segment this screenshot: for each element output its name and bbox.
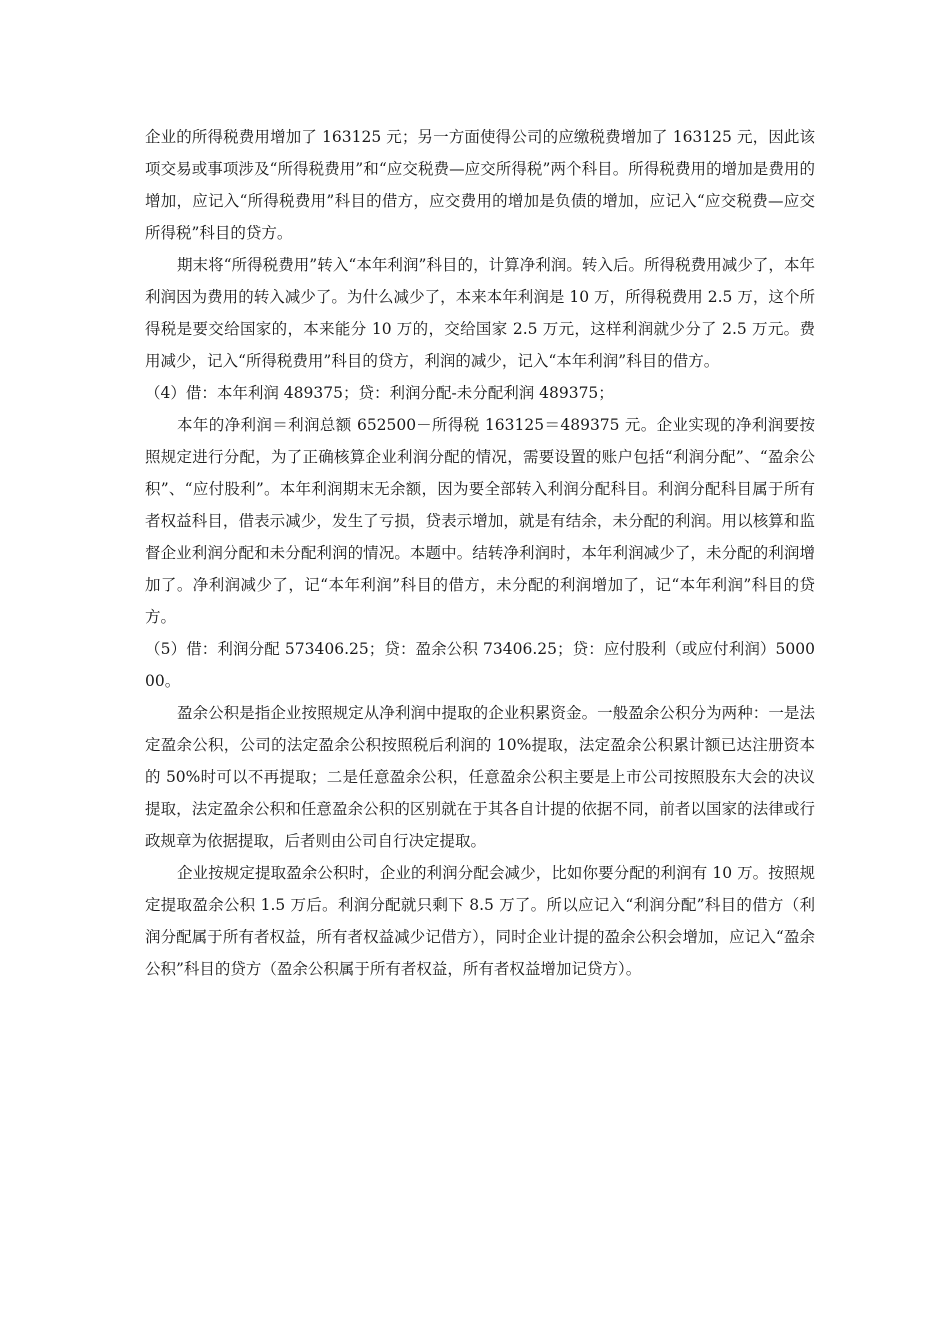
- paragraph-line: 加，应记入“应交税费—应交所得税”科目的贷方。: [145, 192, 815, 242]
- paragraph-line: “本年利润”科目的借方。: [548, 352, 720, 370]
- paragraph-line: 结余，未分配的利润。用以核算和监督企业利润分配和未分配利润的情况。本题中。结转: [145, 512, 815, 562]
- paragraph-line: 盈余公积是指企业按照规定从净利润中提取的企业积累资金。一般盈余公积分为两种：: [177, 704, 769, 722]
- paragraph-line: 目。利润分配科目属于所有者权益科目，借表示减少，发生了亏损，贷表示增加，就是有: [145, 480, 815, 530]
- paragraph-line: 期末将“所得税费用”转入“本年利润”科目的，计算净利润。转入后。所得税费用: [177, 256, 722, 274]
- paragraph-line: 此该项交易或事项涉及“所得税费用”和“应交税费—应交所得税”两个科目。所得税费: [145, 128, 815, 178]
- paragraph-line: 公积会增加，应记入“盈余公积”科目的贷方（盈余公积属于所有者权益，所有者权益增: [145, 928, 815, 978]
- paragraph-line: 润）500000。: [145, 640, 815, 690]
- paragraph-line: 一是法定盈余公积，公司的法定盈余公积按照税后利润的 10%提取，法定盈余公积累计额: [145, 704, 815, 754]
- paragraph-line: 企业按规定提取盈余公积时，企业的利润分配会减少，比如你要分配的利润有 10 万。: [177, 864, 769, 882]
- paragraph-period-end-transfer: [145, 249, 815, 377]
- paragraph-line: 润就少分了 2.5 万元。费用减少，记入“所得税费用”科目的贷方，利润的减少，记入: [145, 320, 815, 370]
- paragraph-line: 费用 2.5 万，这个所得税是要交给国家的，本来能分 10 万的，交给国家 2.5 万元，这样利: [145, 288, 815, 338]
- paragraph-line: 科目的借方（利润分配属于所有者权益，所有者权益减少记借方），同时企业计提的盈余: [145, 896, 815, 946]
- paragraph-line: 按照规定提取盈余公积 1.5 万后。利润分配就只剩下 8.5 万了。所以应记入“利润分配”: [145, 864, 815, 914]
- paragraph-line: 净利润时，本年利润减少了，未分配的利润增加了。净利润减少了，记“本年利润”科目: [145, 544, 815, 594]
- journal-entry-5: [145, 633, 815, 697]
- document-body: [145, 121, 815, 985]
- paragraph-line: 已达注册资本的 50%时可以不再提取；二是任意盈余公积，任意盈余公积主要是上市公司: [145, 736, 815, 786]
- paragraph-line: 按照规定进行分配，为了正确核算企业利润分配的情况，需要设置的账户包括“利润分: [145, 416, 815, 466]
- paragraph-line: （4）借：本年利润 489375；贷：利润分配-未分配利润 489375；: [145, 384, 614, 402]
- paragraph-line: 本年的净利润＝利润总额 652500－所得税 163125＝489375 元。企业实现的净利润要: [177, 416, 800, 434]
- paragraph-line: 企业的所得税费用增加了 163125 元；另一方面使得公司的应缴税费增加了 163125 元，因: [145, 128, 784, 146]
- paragraph-line: 加记贷方）。: [555, 960, 642, 978]
- paragraph-net-profit: [145, 409, 815, 633]
- paragraph-line: 按照股东大会的决议提取，法定盈余公积和任意盈余公积的区别就在于其各自计提的依据: [145, 768, 815, 818]
- paragraph-line: 不同，前者以国家的法律或行政规章为依据提取，后者则由公司自行决定提取。: [145, 800, 815, 850]
- paragraph-surplus-reserve: [145, 697, 815, 857]
- paragraph-line: 减少了，本年利润因为费用的转入减少了。为什么减少了，本来本年利润是 10 万，所得税: [145, 256, 815, 306]
- paragraph-reserve-extraction: [145, 857, 815, 985]
- paragraph-line: （5）借：利润分配 573406.25；贷：盈余公积 73406.25；贷：应付股利（或应付利: [145, 640, 745, 658]
- paragraph-line: 配”、“盈余公积”、“应付股利”。本年利润期末无余额，因为要全部转入利润分配科: [145, 448, 815, 498]
- paragraph-income-tax-expense: [145, 121, 815, 249]
- paragraph-line: 用的增加是费用的增加，应记入“所得税费用”科目的借方，应交费用的增加是负债的增: [145, 160, 815, 210]
- paragraph-line: 的借方，未分配的利润增加了，记“本年利润”科目的贷方。: [145, 576, 815, 626]
- journal-entry-4: [145, 377, 815, 409]
